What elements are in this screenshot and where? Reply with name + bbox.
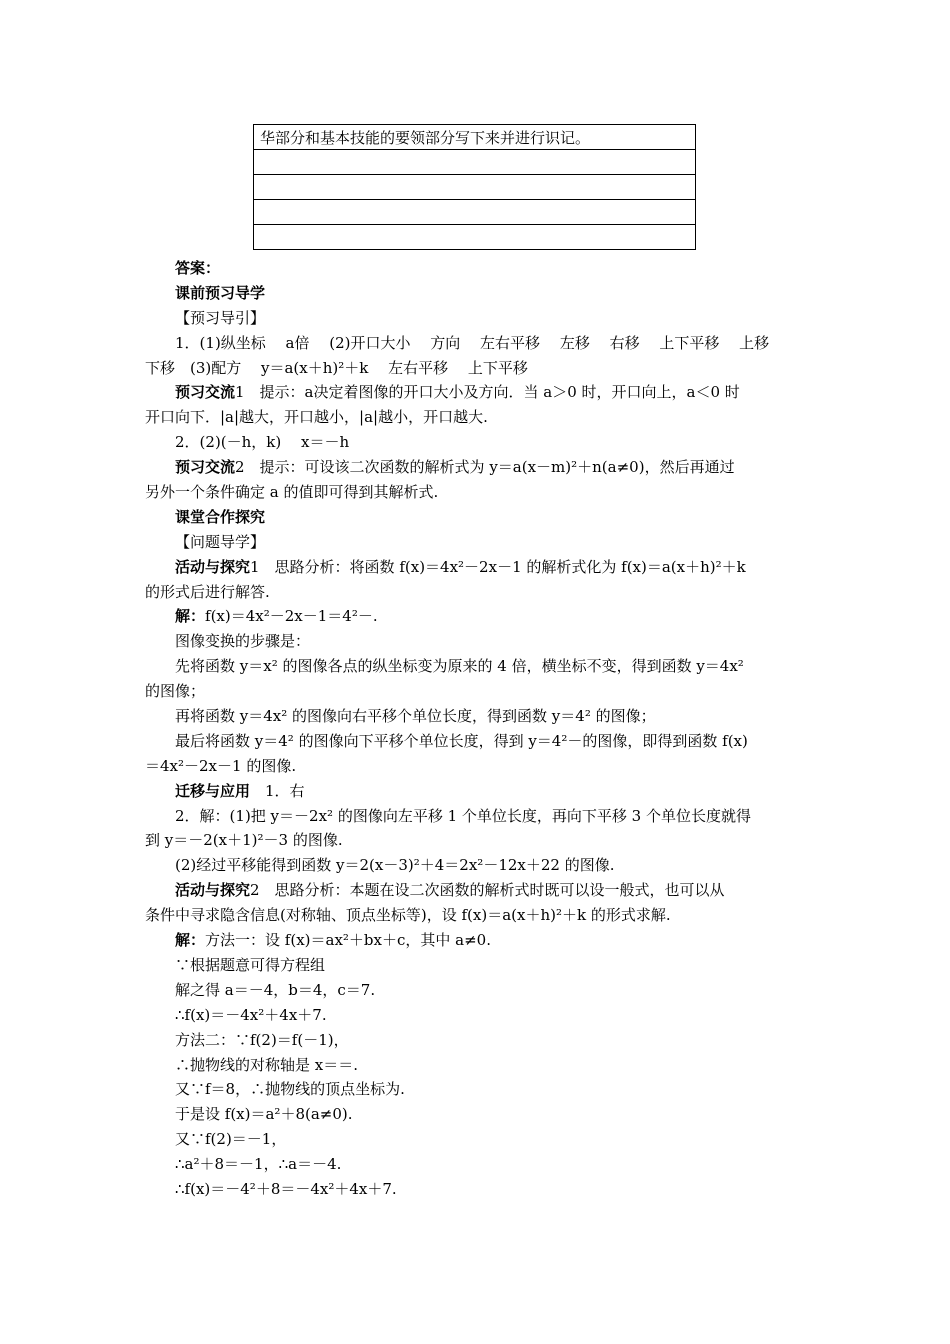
text-line (145, 256, 810, 281)
text-line (145, 654, 810, 679)
line-text: 到 y＝－2(x＋1)²－3 的图像. (145, 831, 343, 850)
text-line (145, 1053, 810, 1078)
line-text: 解之得 a＝－4，b＝4，c＝7. (175, 980, 376, 999)
notes-table (253, 124, 696, 250)
text-line (145, 729, 810, 754)
text-line (145, 580, 810, 605)
line-text: 课前预习导学 (175, 283, 266, 302)
text-line (145, 1152, 810, 1177)
table-cell (254, 175, 696, 200)
line-text: 的形式后进行解答. (145, 582, 270, 601)
text-line (145, 903, 810, 928)
bold-lead: 预习交流 (175, 458, 236, 477)
line-text: 又∵f＝8，∴抛物线的顶点坐标为. (175, 1080, 405, 1099)
line-text: 另外一个条件确定 a 的值即可得到其解析式. (145, 483, 439, 502)
table-row (254, 150, 696, 175)
bold-lead: 活动与探究 (175, 557, 251, 576)
table-cell (254, 200, 696, 225)
text-line (145, 1077, 810, 1102)
text-line (145, 754, 810, 779)
bold-lead: 预习交流 (175, 383, 236, 402)
text-line (145, 853, 810, 878)
line-text: ＝4x²－2x－1 的图像. (145, 756, 297, 775)
line-text: 下移 (3)配方 y＝a(x＋h)²＋k 左右平移 上下平移 (145, 358, 528, 377)
text-line (145, 1003, 810, 1028)
text-line (145, 828, 810, 853)
line-text: 课堂合作探究 (175, 507, 266, 526)
text-line (145, 779, 810, 804)
line-text: 条件中寻求隐含信息(对称轴、顶点坐标等)，设 f(x)＝a(x＋h)²＋k 的形式求解. (145, 906, 671, 925)
text-line (145, 555, 810, 580)
text-line (145, 281, 810, 306)
bold-lead: 解： (175, 931, 206, 950)
table-row (254, 175, 696, 200)
text-line (145, 978, 810, 1003)
line-text: 1 提示：a决定着图像的开口大小及方向．当 a＞0 时，开口向上，a＜0 时 (235, 383, 740, 402)
line-text: 2．(2)(－h，k) x＝－h (175, 433, 350, 452)
text-line (145, 953, 810, 978)
text-line (145, 430, 810, 455)
line-text: 答案： (175, 259, 221, 277)
line-text: 的图像； (145, 682, 206, 701)
line-text: 2．解：(1)把 y＝－2x² 的图像向左平移 1 个单位长度，再向下平移 3 个单位长度就得 (175, 806, 751, 825)
bold-lead: 活动与探究 (175, 881, 251, 900)
text-line (145, 604, 810, 629)
line-text: (2)经过平移能得到函数 y＝2(x－3)²＋4＝2x²－12x＋22 的图像. (175, 856, 615, 875)
text-line (145, 1028, 810, 1053)
text-line (145, 1127, 810, 1152)
text-line (145, 704, 810, 729)
table-row (254, 125, 696, 150)
line-text: ∴a²＋8＝－1，∴a＝－4. (175, 1155, 342, 1174)
line-text: ∴抛物线的对称轴是 x＝＝. (175, 1055, 358, 1074)
line-text: 1．右 (250, 781, 305, 800)
table-cell: 华部分和基本技能的要领部分写下来并进行识记。 (254, 125, 696, 150)
text-line (145, 679, 810, 704)
text-line (145, 804, 810, 829)
line-text: 1 思路分析：将函数 f(x)＝4x²－2x－1 的解析式化为 f(x)＝a(x＋h)²＋k (250, 557, 746, 576)
table-row (254, 200, 696, 225)
text-line (145, 530, 810, 555)
line-text: 最后将函数 y＝4² 的图像向下平移个单位长度，得到 y＝4²－的图像，即得到函数 f(x) (175, 731, 748, 750)
line-text: ∵根据题意可得方程组 (175, 955, 326, 974)
line-text: 再将函数 y＝4x² 的图像向右平移个单位长度，得到函数 y＝4² 的图像； (175, 707, 656, 726)
table-cell (254, 225, 696, 250)
text-line (145, 380, 810, 405)
line-text: 开口向下．|a|越大，开口越小，|a|越小，开口越大. (145, 408, 488, 427)
line-text: 【问题导学】 (175, 532, 266, 551)
text-line (145, 356, 810, 381)
line-text: 先将函数 y＝x² 的图像各点的纵坐标变为原来的 4 倍，横坐标不变，得到函数 y＝4x² (175, 657, 744, 676)
line-text: 于是设 f(x)＝a²＋8(a≠0). (175, 1105, 353, 1124)
text-line (145, 331, 810, 356)
bold-lead: 迁移与应用 (175, 781, 251, 800)
text-line (145, 405, 810, 430)
line-text: 1．(1)纵坐标 a倍 (2)开口大小 方向 左右平移 左移 右移 上下平移 上移 (175, 333, 770, 352)
text-line (145, 629, 810, 654)
text-line (145, 455, 810, 480)
line-text: 2 思路分析：本题在设二次函数的解析式时既可以设一般式，也可以从 (250, 881, 725, 900)
line-text: 方法一：设 f(x)＝ax²＋bx＋c，其中 a≠0. (205, 931, 491, 950)
line-text: 【预习导引】 (175, 308, 266, 327)
text-line (145, 1177, 810, 1202)
line-text: ∴f(x)＝－4x²＋4x＋7. (175, 1005, 327, 1024)
table-row (254, 225, 696, 250)
bold-lead: 解： (175, 607, 206, 626)
line-text: 2 提示：可设该二次函数的解析式为 y＝a(x－m)²＋n(a≠0)，然后再通过 (235, 458, 735, 477)
text-line (145, 878, 810, 903)
text-line (145, 480, 810, 505)
answer-content (145, 256, 810, 1202)
line-text: f(x)＝4x²－2x－1＝4²－. (205, 607, 378, 626)
line-text: 又∵f(2)＝－1， (175, 1130, 287, 1149)
line-text: ∴f(x)＝－4²＋8＝－4x²＋4x＋7. (175, 1179, 397, 1198)
text-line (145, 1102, 810, 1127)
line-text: 方法二：∵f(2)＝f(－1)， (175, 1030, 349, 1049)
line-text: 图像变换的步骤是： (175, 632, 311, 651)
text-line (145, 928, 810, 953)
table-cell (254, 150, 696, 175)
text-line (145, 505, 810, 530)
text-line (145, 306, 810, 331)
